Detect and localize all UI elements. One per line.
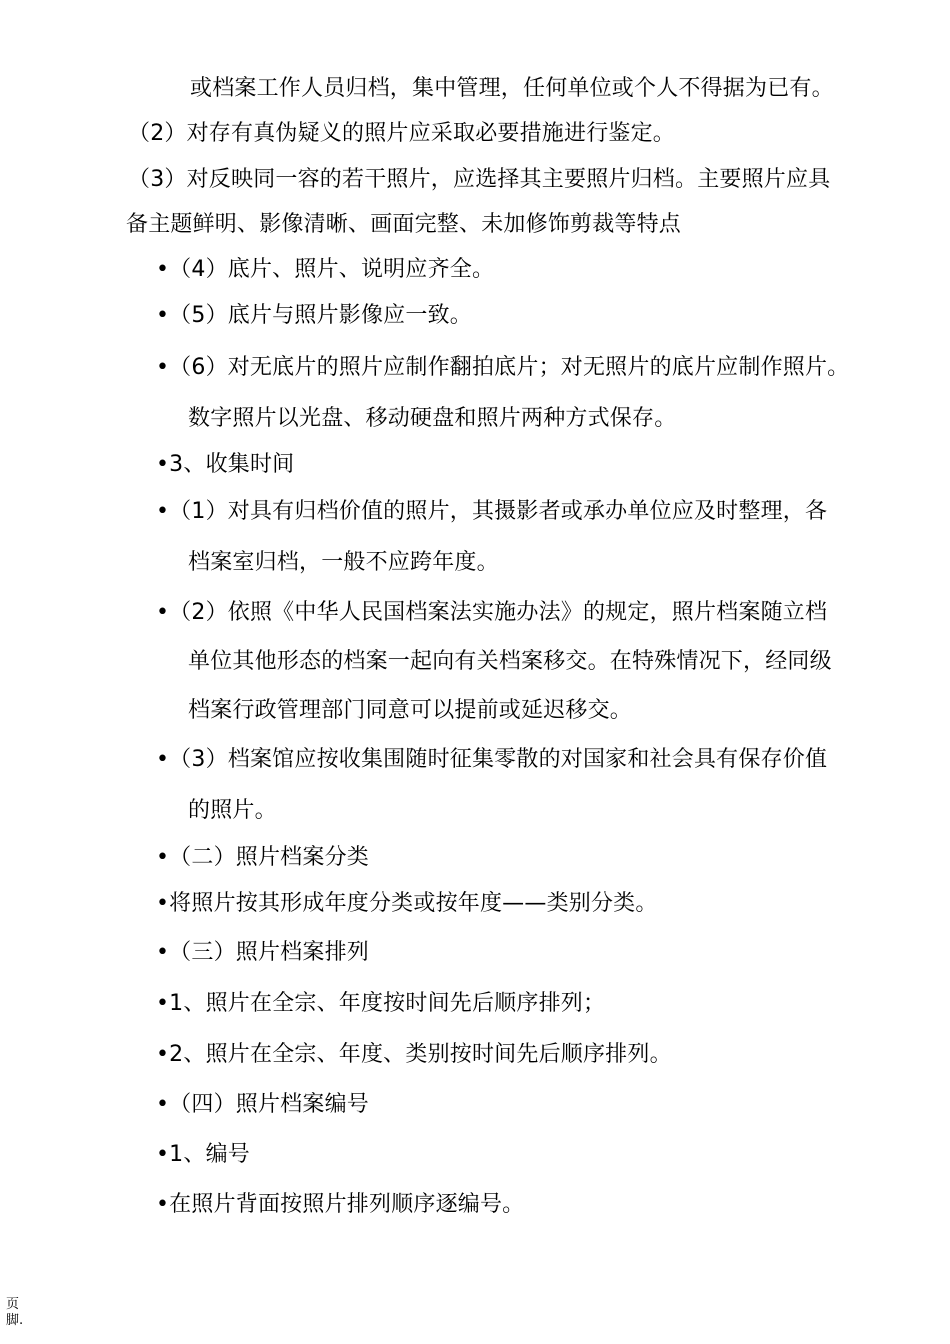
text-line: 档案室归档，一般不应跨年度。	[188, 550, 499, 575]
text-line: 的照片。	[188, 798, 277, 823]
list-item: •（5）底片与照片影像应一致。	[156, 303, 472, 328]
section-heading: •（三）照片档案排列	[156, 940, 369, 965]
text-line: 备主题鲜明、影像清晰、画面完整、未加修饰剪裁等特点	[126, 212, 682, 237]
list-item: •（2）依照《中华人民国档案法实施办法》的规定，照片档案随立档	[156, 600, 828, 625]
section-heading: •（二）照片档案分类	[156, 845, 369, 870]
list-item: •1、编号	[156, 1142, 250, 1167]
list-item: •将照片按其形成年度分类或按年度——类别分类。	[156, 891, 658, 916]
text-line: 或档案工作人员归档，集中管理，任何单位或个人不得据为已有。	[190, 76, 834, 101]
footer-label: 脚.	[6, 1313, 24, 1328]
list-item: •（1）对具有归档价值的照片，其摄影者或承办单位应及时整理，各	[156, 499, 828, 524]
list-item: •（4）底片、照片、说明应齐全。	[156, 257, 495, 282]
text-line: （3）对反映同一容的若干照片，应选择其主要照片归档。主要照片应具	[128, 167, 831, 192]
text-line: （2）对存有真伪疑义的照片应采取必要措施进行鉴定。	[128, 121, 675, 146]
text-line: 数字照片以光盘、移动硬盘和照片两种方式保存。	[188, 406, 677, 431]
section-heading: •3、收集时间	[156, 452, 295, 477]
section-heading: •（四）照片档案编号	[156, 1092, 369, 1117]
text-line: 档案行政管理部门同意可以提前或延迟移交。	[188, 698, 633, 723]
list-item: •2、照片在全宗、年度、类别按时间先后顺序排列。	[156, 1042, 672, 1067]
text-line: 单位其他形态的档案一起向有关档案移交。在特殊情况下，经同级	[188, 649, 832, 674]
list-item: •在照片背面按照片排列顺序逐编号。	[156, 1192, 525, 1217]
list-item: •1、照片在全宗、年度按时间先后顺序排列；	[156, 991, 606, 1016]
list-item: •（3）档案馆应按收集围随时征集零散的对国家和社会具有保存价值	[156, 747, 828, 772]
footer-label: 页	[6, 1297, 20, 1312]
list-item: •（6）对无底片的照片应制作翻拍底片；对无照片的底片应制作照片。	[156, 355, 850, 380]
